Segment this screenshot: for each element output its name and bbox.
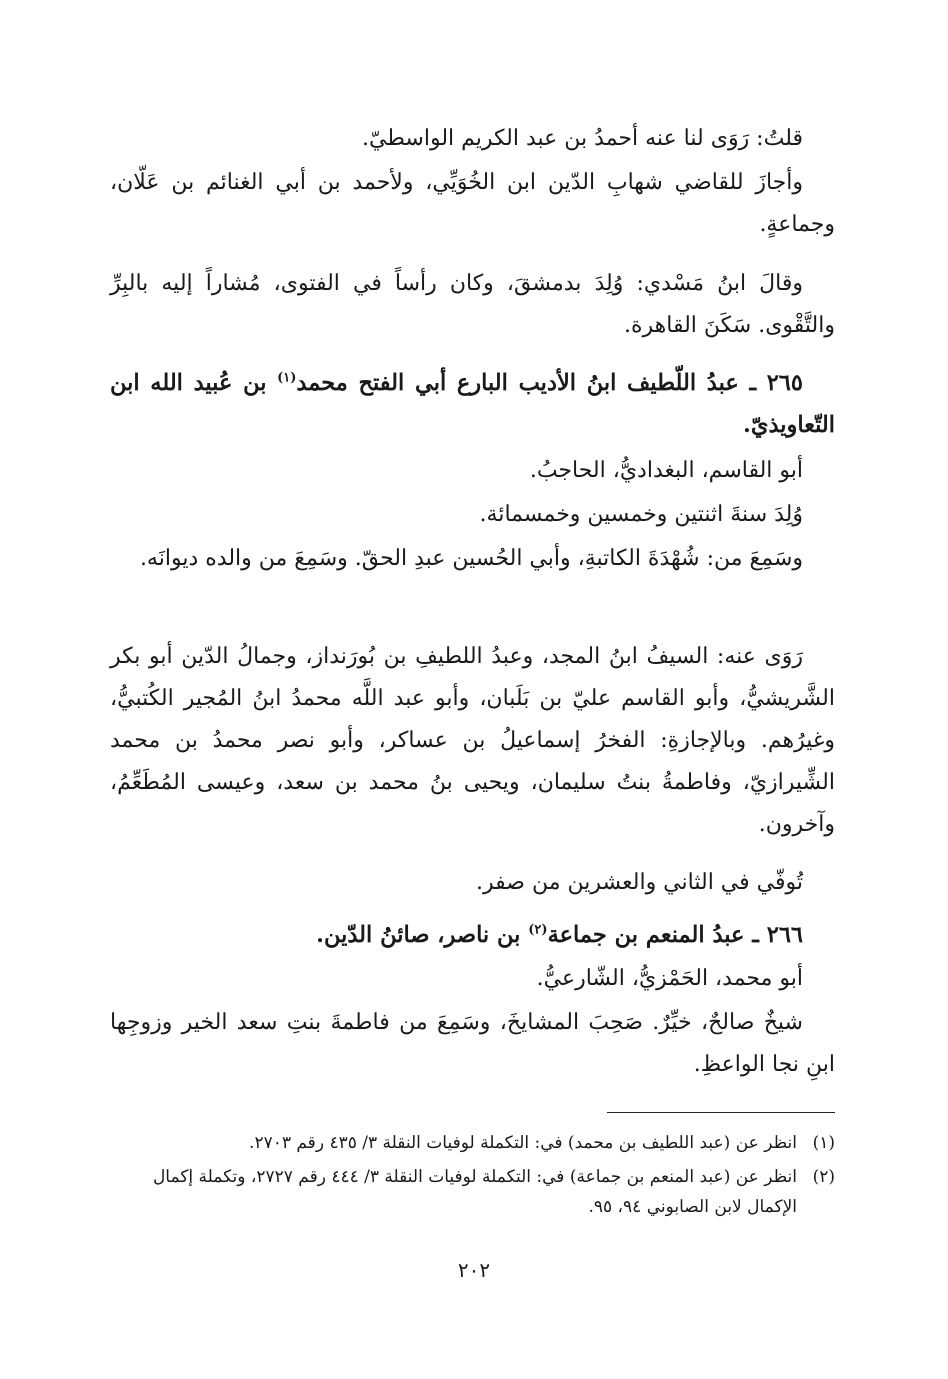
footnote-ref-2: (٢): [528, 922, 548, 938]
entry-266-title: ٢٦٦ ـ عبدُ المنعم بن جماعة: [547, 922, 803, 948]
entry-265-teachers: وسَمِعَ من: شُهْدَةَ الكاتبةِ، وأبي الحُسين عبدِ الحقّ. وسَمِعَ من والده ديوانَه.: [139, 546, 803, 571]
entry-266-heading: [110, 914, 835, 956]
entry-266-description: شيخٌ صالحٌ، خيِّرٌ. صَحِبَ المشايخَ، وسَمِعَ من فاطمةَ بنتِ سعد الخير وزوجِها ابنِ نجا الواعظِ.: [110, 1010, 835, 1077]
entry-265-birth: وُلِدَ سنةَ اثنتين وخمسين وخمسمائة.: [479, 502, 803, 527]
entry-265-title-end: بن عُبيد الله ابن التّعاويذيّ.: [110, 370, 835, 438]
footnote-1-number: (١): [812, 1133, 835, 1153]
footnote-1: [110, 1128, 835, 1158]
footnote-2-continuation: الإكمال لابن الصابوني ٩٤، ٩٥.: [588, 1197, 797, 1217]
entry-266-title-end: بن ناصر، صائنُ الدّين.: [316, 922, 529, 948]
footnote-ref-1: (١): [277, 370, 297, 386]
page-number: ٢٠٢: [457, 1258, 491, 1282]
footnote-2: [110, 1162, 835, 1222]
entry-265-heading: [110, 362, 835, 446]
paragraph-narration: قلتُ: رَوَى لنا عنه أحمدُ بن عبد الكريم الواسطيّ.: [362, 126, 803, 151]
entry-265-kunya: أبو القاسم، البغداديُّ، الحاجبُ.: [529, 458, 803, 483]
entry-265-students: رَوَى عنه: السيفُ ابنُ المجد، وعبدُ اللطيفِ بن بُورَنداز، وجمالُ الدّين أبو بكر الشَّريشيُّ، وأبو القاسم عليّ بن بَلَبان، وأبو عبد اللَّه محمدُ ابنُ المُجير الكُتبيُّ، وغيرُهم. وبالإجازةِ: الفخرُ إسماعيلُ بن عساكر، وأبو نصر محمدُ بن محمد الشِّيرازيّ، وفاطمةُ بنتُ سليمان، ويحيى بنُ محمد بن سعد، وعيسى المُطَعِّمُ، وآخرون.: [110, 644, 835, 837]
paragraph-ijaza: وأجازَ للقاضي شهابِ الدّين ابن الخُوَيِّي، ولأحمد بن أبي الغنائم بن عَلّان، وجماعةٍ.: [110, 170, 835, 237]
footnote-2-text: انظر عن (عبد المنعم بن جماعة) في: التكملة لوفيات النقلة ٣/ ٤٤٤ رقم ٢٧٢٧، وتكملة إكمال: [152, 1167, 797, 1187]
footnote-2-number: (٢): [812, 1167, 835, 1187]
footnote-1-text: انظر عن (عبد اللطيف بن محمد) في: التكملة لوفيات النقلة ٣/ ٤٣٥ رقم ٢٧٠٣.: [249, 1133, 797, 1153]
entry-266-kunya: أبو محمد، الحَمْزيُّ، الشّارعيُّ.: [536, 966, 803, 991]
entry-265-title: ٢٦٥ ـ عبدُ اللّطيف ابنُ الأديب البارع أبي الفتح محمد: [296, 370, 803, 396]
entry-265-death: تُوفّي في الثاني والعشرين من صفر.: [476, 870, 803, 895]
paragraph-ibn-masdi: وقالَ ابنُ مَسْدي: وُلِدَ بدمشقَ، وكان رأساً في الفتوى، مُشاراً إليه بالبِرِّ والتَّقْوى. سَكَنَ القاهرة.: [110, 271, 835, 338]
footnote-separator: [607, 1112, 835, 1113]
